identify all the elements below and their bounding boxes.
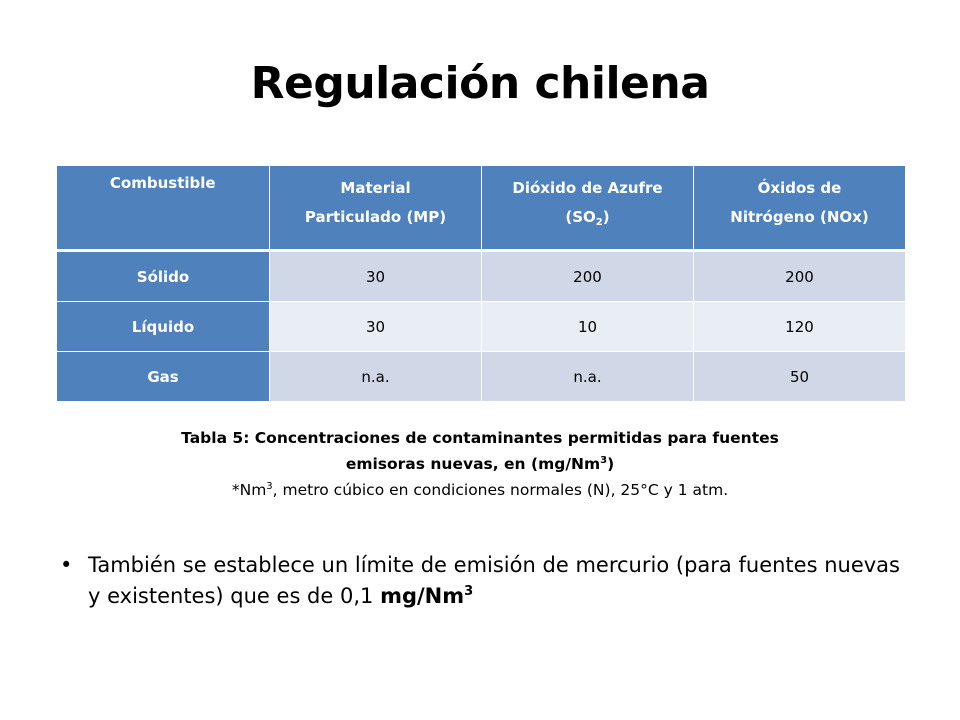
- emission-limits-table: [56, 166, 906, 402]
- cell-nox: 120: [694, 302, 906, 352]
- cell-so2: n.a.: [482, 352, 694, 402]
- bullet-unit: mg/Nm$^3$: [380, 584, 474, 608]
- cell-mp: 30: [270, 302, 482, 352]
- row-label: Gas: [57, 352, 270, 402]
- header-dioxido-azufre: Dióxido de Azufre $(SO_2)$: [482, 166, 694, 251]
- table-header-row: [57, 166, 906, 251]
- table-caption: [0, 425, 960, 503]
- cell-so2: 10: [482, 302, 694, 352]
- header-material-particulado: Material Particulado (MP): [270, 166, 482, 251]
- row-label: Sólido: [57, 251, 270, 302]
- caption-line-2: emisoras nuevas, en (mg/Nm$^3$): [345, 455, 615, 473]
- slide-title: Regulación chilena: [250, 58, 710, 109]
- cell-mp: n.a.: [270, 352, 482, 402]
- caption-footnote: *Nm$^3$, metro cúbico en condiciones normales (N), 25°C y 1 atm.: [231, 481, 729, 499]
- cell-so2: 200: [482, 251, 694, 302]
- header-combustible: Combustible: [57, 166, 270, 251]
- header-oxidos-nitrogeno: Óxidos de Nitrógeno (NOx): [694, 166, 906, 251]
- cell-mp: 30: [270, 251, 482, 302]
- bullet-point: [60, 550, 900, 612]
- row-label: Líquido: [57, 302, 270, 352]
- table-row: [57, 251, 906, 302]
- table-row: [57, 352, 906, 402]
- caption-line-1: Tabla 5: Concentraciones de contaminantes permitidas para fuentes: [181, 429, 779, 447]
- bullet-marker: •: [60, 553, 73, 577]
- cell-nox: 50: [694, 352, 906, 402]
- table-row: [57, 302, 906, 352]
- bullet-text: También se establece un límite de emisión de mercurio (para fuentes nuevas y existentes) que es de 0,1 mg/Nm$^3$: [88, 553, 900, 608]
- cell-nox: 200: [694, 251, 906, 302]
